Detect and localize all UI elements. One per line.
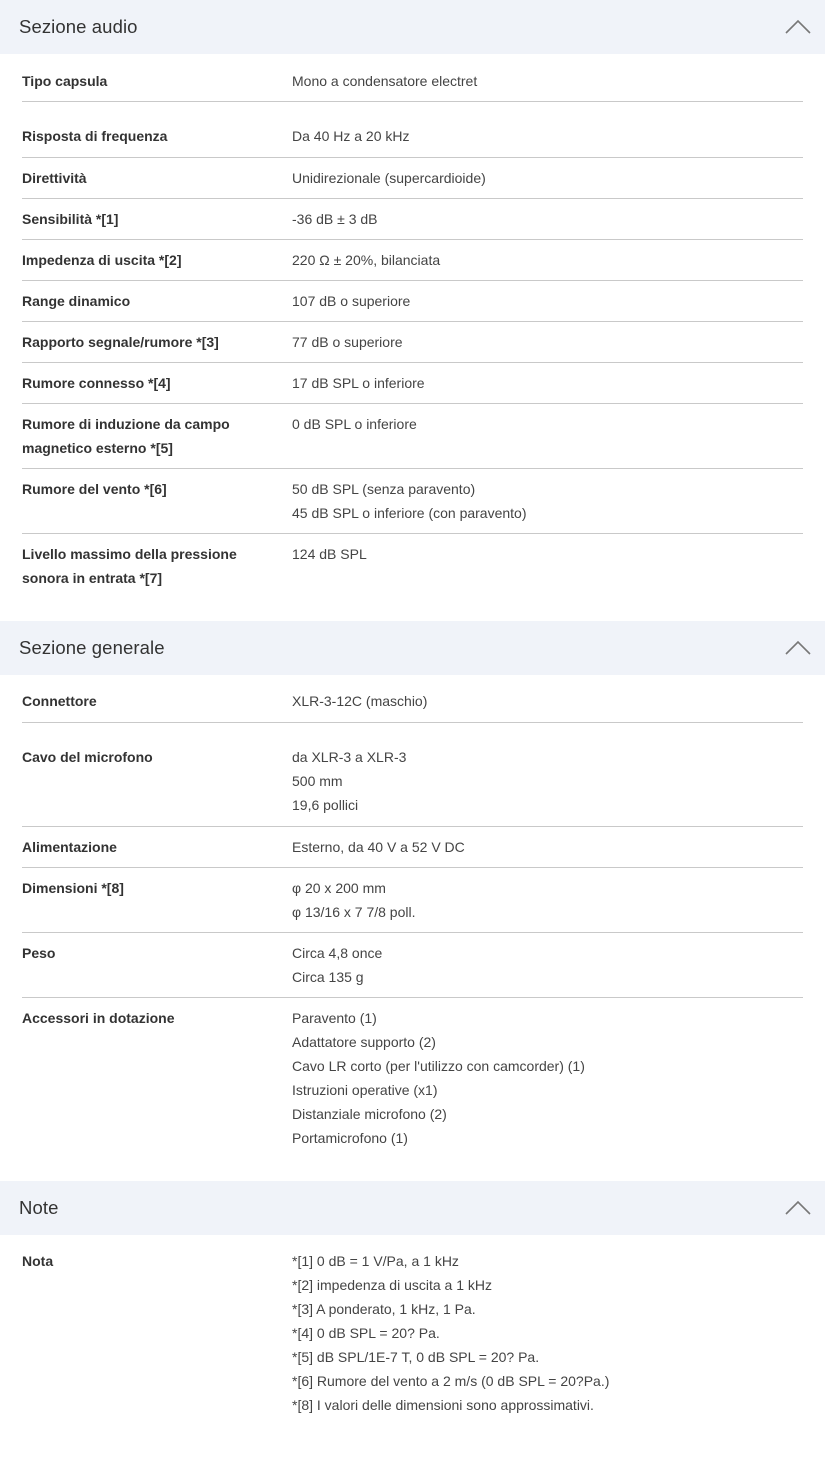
spec-row <box>22 404 803 469</box>
spec-value-line: -36 dB ± 3 dB <box>292 211 378 227</box>
spec-value <box>292 542 803 594</box>
spec-list-audio <box>22 54 803 594</box>
spec-label: Tipo capsula <box>22 73 108 89</box>
spec-value-line: *[8] I valori delle dimensioni sono approssimativi. <box>292 1397 594 1413</box>
section-title: Note <box>19 1197 59 1218</box>
spec-label: Peso <box>22 945 56 961</box>
spec-label: Accessori in dotazione <box>22 1010 175 1026</box>
spec-value-line: *[4] 0 dB SPL = 20? Pa. <box>292 1325 440 1341</box>
spec-row <box>22 240 803 281</box>
section-header-audio[interactable] <box>0 0 825 54</box>
spec-value-line: 500 mm <box>292 773 343 789</box>
spec-value-line: *[6] Rumore del vento a 2 m/s (0 dB SPL = 20?Pa.) <box>292 1373 610 1389</box>
spec-label: Risposta di frequenza <box>22 128 168 144</box>
spec-value-line: Circa 135 g <box>292 969 364 985</box>
spec-label: Cavo del microfono <box>22 749 153 765</box>
spec-value-line: Esterno, da 40 V a 52 V DC <box>292 839 465 855</box>
spec-value <box>292 207 803 239</box>
spec-value-line: *[5] dB SPL/1E-7 T, 0 dB SPL = 20? Pa. <box>292 1349 540 1365</box>
spec-value-line: *[1] 0 dB = 1 V/Pa, a 1 kHz <box>292 1253 459 1269</box>
spec-label: Connettore <box>22 693 97 709</box>
chevron-up-icon[interactable] <box>785 19 811 35</box>
spec-label: Dimensioni *[8] <box>22 880 124 896</box>
spec-value-line: Portamicrofono (1) <box>292 1130 408 1146</box>
spec-label: Impedenza di uscita *[2] <box>22 252 182 268</box>
spec-value-line: *[3] A ponderato, 1 kHz, 1 Pa. <box>292 1301 476 1317</box>
chevron-up-icon[interactable] <box>785 1200 811 1216</box>
spec-value <box>292 248 803 280</box>
spec-label: Rumore di induzione da campo magnetico esterno *[5] <box>22 416 230 456</box>
spec-row <box>22 827 803 868</box>
spec-value <box>292 745 803 826</box>
spec-label: Range dinamico <box>22 293 131 309</box>
spec-value-line: *[2] impedenza di uscita a 1 kHz <box>292 1277 492 1293</box>
spec-value-line: Distanziale microfono (2) <box>292 1106 447 1122</box>
spec-row <box>22 868 803 933</box>
spec-value <box>292 330 803 362</box>
spec-label: Livello massimo della pressione sonora in entrata *[7] <box>22 546 237 586</box>
section-header-notes[interactable] <box>0 1181 825 1235</box>
spec-row <box>22 723 803 827</box>
spec-row <box>22 998 803 1182</box>
spec-value <box>292 412 803 468</box>
spec-value <box>292 477 803 533</box>
spec-row <box>22 199 803 240</box>
spec-value <box>292 289 803 321</box>
section-title: Sezione audio <box>19 16 138 37</box>
spec-value-line: φ 13/16 x 7 7/8 poll. <box>292 904 416 920</box>
spec-value-line: 50 dB SPL (senza paravento) <box>292 481 476 497</box>
spec-row <box>22 363 803 404</box>
spec-row <box>22 102 803 158</box>
spec-value-line: Paravento (1) <box>292 1010 377 1026</box>
spec-value-line: 17 dB SPL o inferiore <box>292 375 425 391</box>
spec-label: Nota <box>22 1253 54 1269</box>
spec-row <box>22 469 803 534</box>
spec-value-line: XLR-3-12C (maschio) <box>292 693 428 709</box>
spec-label: Rumore connesso *[4] <box>22 375 171 391</box>
spec-value <box>292 835 803 867</box>
spec-label: Direttività <box>22 170 87 186</box>
spec-label: Rapporto segnale/rumore *[3] <box>22 334 219 350</box>
spec-list-general <box>22 675 803 1182</box>
spec-value <box>292 1006 803 1182</box>
spec-value-line: Circa 4,8 once <box>292 945 383 961</box>
spec-label: Rumore del vento *[6] <box>22 481 167 497</box>
chevron-up-icon[interactable] <box>785 640 811 656</box>
spec-list-notes <box>22 1235 803 1435</box>
spec-value <box>292 1249 803 1435</box>
spec-value-line: 124 dB SPL <box>292 546 367 562</box>
spec-value-line: Adattatore supporto (2) <box>292 1034 436 1050</box>
spec-label: Alimentazione <box>22 839 117 855</box>
section-title: Sezione generale <box>19 637 165 658</box>
spec-label: Sensibilità *[1] <box>22 211 119 227</box>
spec-value-line: 77 dB o superiore <box>292 334 403 350</box>
spec-value-line: Cavo LR corto (per l'utilizzo con camcorder) (1) <box>292 1058 585 1074</box>
spec-row <box>22 54 803 102</box>
spec-row <box>22 933 803 998</box>
spec-value <box>292 166 803 198</box>
spec-row <box>22 322 803 363</box>
spec-value-line: 19,6 pollici <box>292 797 359 813</box>
spec-value-line: φ 20 x 200 mm <box>292 880 386 896</box>
spec-value <box>292 69 803 101</box>
spec-value-line: Istruzioni operative (x1) <box>292 1082 438 1098</box>
spec-value <box>292 371 803 403</box>
spec-value <box>292 124 803 157</box>
spec-value-line: 220 Ω ± 20%, bilanciata <box>292 252 441 268</box>
spec-value <box>292 876 803 932</box>
spec-row <box>22 534 803 594</box>
spec-value-line: 45 dB SPL o inferiore (con paravento) <box>292 505 527 521</box>
spec-row <box>22 281 803 322</box>
spec-row <box>22 158 803 199</box>
spec-row <box>22 675 803 723</box>
spec-row <box>22 1235 803 1435</box>
section-header-general[interactable] <box>0 621 825 675</box>
spec-value-line: 107 dB o superiore <box>292 293 411 309</box>
spec-value <box>292 941 803 997</box>
spec-value-line: Mono a condensatore electret <box>292 73 478 89</box>
spec-value-line: Unidirezionale (supercardioide) <box>292 170 486 186</box>
spec-value-line: da XLR-3 a XLR-3 <box>292 749 407 765</box>
spec-value <box>292 689 803 722</box>
spec-value-line: Da 40 Hz a 20 kHz <box>292 128 410 144</box>
spec-value-line: 0 dB SPL o inferiore <box>292 416 417 432</box>
